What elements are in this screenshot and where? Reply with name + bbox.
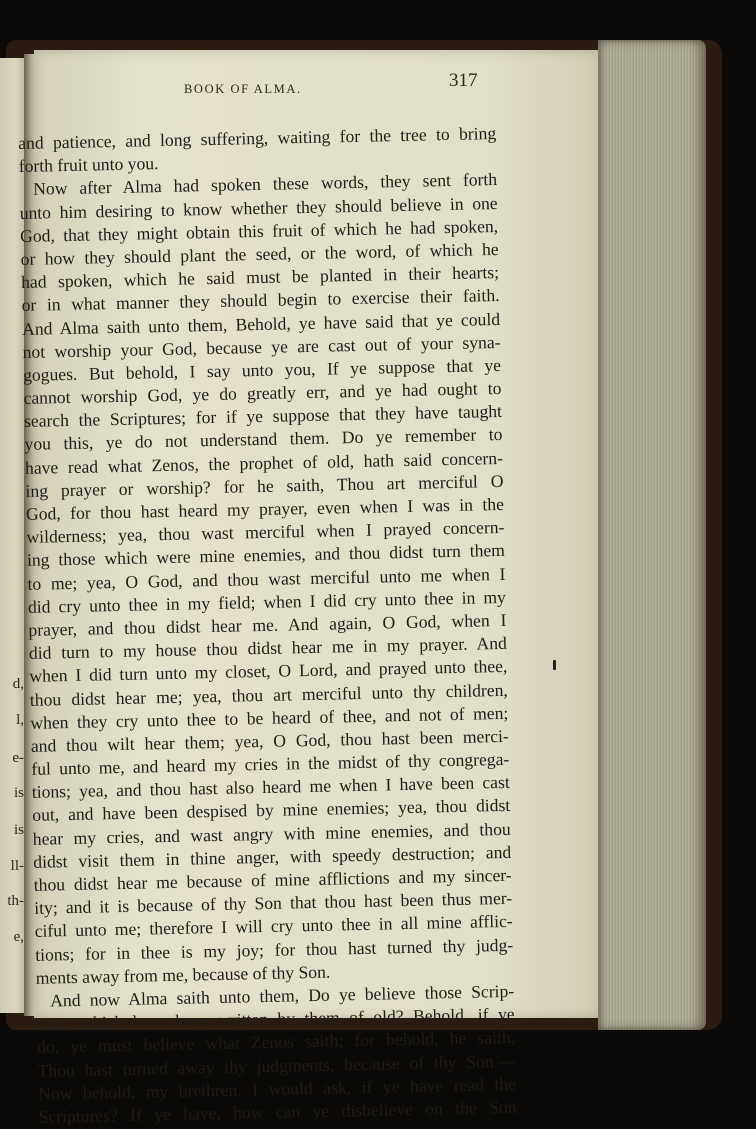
- text-line: thou didst hear me because of mine afflictions and my sincer-: [33, 864, 512, 895]
- text-line: had spoken, which he said must be planted in their hearts;: [20, 262, 500, 293]
- text-line: Thou hast turned away thy judgments, because of thy Son.—: [37, 1050, 516, 1081]
- text-line: cannot worship God, ye do greatly err, and ye had ought to: [23, 377, 502, 409]
- text-line: forth fruit unto you.: [18, 153, 159, 177]
- left-page-fragment: is: [13, 822, 24, 838]
- text-line: or how they should plant the seed, or the word, of which he: [20, 238, 499, 269]
- text-line: tions; for in thee is my joy; for thou hast turned thy judg-: [35, 934, 514, 965]
- ink-mark: [553, 660, 556, 670]
- text-line: didst visit them in thine anger, with speedy destruction; and: [33, 841, 512, 872]
- text-line: unto him desiring to know whether they should believe in one: [19, 192, 498, 223]
- text-line: you this, ye do not understand them. Do ye remember to: [24, 424, 503, 455]
- text-line: search the Scriptures; for if ye suppose that they have taught: [23, 401, 503, 432]
- text-line: Now after Alma had spoken these words, they sent forth: [32, 169, 498, 200]
- left-page-fragment: d,: [12, 676, 24, 692]
- page-header: [34, 70, 602, 100]
- page-block-edges: [598, 40, 706, 1030]
- text-line: hear my cries, and wast angry with mine enemies, and thou: [32, 818, 511, 849]
- text-line: or in what manner they should begin to exercise their faith.: [21, 285, 500, 316]
- text-line: to me; yea, O God, and thou wast merciful unto me when I: [27, 563, 506, 594]
- text-line: ments away from me, because of thy Son.: [35, 961, 331, 988]
- text-line: did turn to my house thou didst hear me in my prayer. And: [28, 633, 508, 664]
- text-line: God, that they might obtain this fruit of which he had spoken,: [19, 215, 499, 246]
- text-line: did cry unto thee in my field; when I did cry unto thee in my: [27, 586, 507, 617]
- text-line: ity; and it is because of thy Son that thou hast been thus mer-: [34, 888, 513, 919]
- text-line: and thou wilt hear them; yea, O God, thou hast been merci-: [30, 725, 509, 756]
- left-page-fragment: is: [13, 785, 24, 801]
- text-line: out, and have been despised by mine enemies; yea, thou didst: [32, 795, 511, 826]
- text-line: wilderness; yea, thou wast merciful when I prayed concern-: [26, 517, 505, 548]
- body-text: [18, 122, 517, 1129]
- text-line: not worship your God, because ye are cast out of your syna-: [22, 331, 501, 362]
- text-line: gogues. But behold, I say unto you, If ye suppose that ye: [22, 354, 502, 385]
- text-line: And now Alma saith unto them, Do ye believe those Scrip-: [49, 980, 515, 1011]
- text-line: and patience, and long suffering, waiting for the tree to bring: [18, 122, 497, 153]
- page-number: 317: [449, 70, 478, 91]
- text-line: ful unto me, and heard my cries in the midst of thy congrega-: [31, 748, 510, 779]
- text-line: God, for thou hast heard my prayer, even when I was in the: [25, 493, 505, 524]
- text-line: And Alma saith unto them, Behold, ye have said that ye could: [21, 308, 501, 339]
- text-line: Scriptures? If ye have, how can ye disbelieve on the Son: [38, 1096, 517, 1127]
- running-head: BOOK OF ALMA.: [184, 82, 302, 96]
- text-line: have read what Zenos, the prophet of old, hath said concern-: [24, 447, 504, 478]
- left-page-fragment: e,: [13, 929, 24, 945]
- text-line: tures which have been written by them of old? Behold, if ye: [36, 1003, 515, 1034]
- text-line: do, ye must believe what Zenos saith; for behold, he saith,: [36, 1027, 516, 1058]
- text-line: ing prayer or worship? for he saith, Thou art merciful O: [25, 470, 504, 501]
- text-line: when I did turn unto my closet, O Lord, and prayed unto thee,: [29, 656, 508, 687]
- left-page-fragment: l,: [16, 712, 24, 728]
- text-line: prayer, and thou didst hear me. And again, O God, when I: [28, 609, 507, 640]
- text-line: ciful unto me; therefore I will cry unto thee in all mine afflic-: [34, 911, 513, 942]
- text-line: tions; yea, and thou hast also heard me when I have been cast: [31, 772, 510, 803]
- left-page-fragment: e-: [12, 750, 24, 766]
- left-page-fragment: th-: [7, 893, 24, 909]
- text-line: when they cry unto thee to be heard of thee, and not of men;: [30, 702, 509, 733]
- text-line: Now behold, my brethren, I would ask, if ye have read the: [37, 1073, 517, 1104]
- text-line: thou didst hear me; yea, thou art merciful unto thy children,: [29, 679, 508, 710]
- left-page-fragment: ll-: [10, 858, 24, 874]
- text-line: ing those which were mine enemies, and thou didst turn them: [26, 540, 506, 571]
